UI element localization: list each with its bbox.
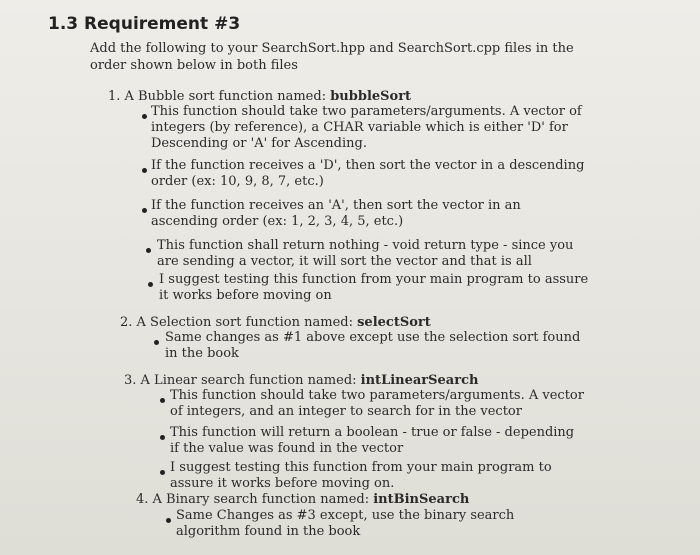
item-3-function-name: intLinearSearch [360,373,479,388]
item-3-bullet-1: This function should take two parameters/arguments. A vector of integers, and an integer to search for in the vector [170,388,584,419]
item-2-bullet-1: Same changes as #1 above except use the selection sort found in the book [165,330,581,361]
bullet-dot-icon [146,248,151,253]
bullet-dot-icon [142,208,147,213]
item-1-title: 1. A Bubble sort function named: bubbleSort [108,89,412,104]
bullet-dot-icon [160,435,165,440]
bullet-dot-icon [154,340,159,345]
item-1-bullet-2: If the function receives a 'D', then sort the vector in a descending order (ex: 10, 9, 8, 7, etc.) [151,158,585,189]
item-4-function-name: intBinSearch [373,492,470,507]
item-1-function-name: bubbleSort [330,89,412,104]
item-1-bullet-5: I suggest testing this function from your main program to assure it works before moving on [159,272,589,303]
bullet-dot-icon [148,282,153,287]
item-2-title: 2. A Selection sort function named: selectSort [120,315,431,330]
bullet-dot-icon [142,168,147,173]
item-4-bullet-1: Same Changes as #3 except, use the binary search algorithm found in the book [176,508,515,539]
section-number: 1.3 [48,14,79,34]
intro-paragraph: Add the following to your SearchSort.hpp and SearchSort.cpp files in the order shown below in both files [90,41,574,73]
item-1-bullet-3: If the function receives an 'A', then sort the vector in an ascending order (ex: 1, 2, 3, 4, 5, etc.) [151,198,521,229]
item-3-bullet-2: This function will return a boolean - true or false - depending if the value was found in the vector [170,425,575,456]
item-1-bullet-4: This function shall return nothing - void return type - since you are sending a vector, it will sort the vector and that is all [157,238,574,269]
item-4-title: 4. A Binary search function named: intBinSearch [136,492,470,507]
item-3-title: 3. A Linear search function named: intLinearSearch [124,373,479,388]
section-heading [48,14,240,34]
bullet-dot-icon [142,114,147,119]
item-1-bullet-1: This function should take two parameters/arguments. A vector of integers (by reference), a CHAR variable which is either 'D' for Descending or 'A' for Ascending. [151,104,582,151]
bullet-dot-icon [160,470,165,475]
bullet-dot-icon [160,398,165,403]
bullet-dot-icon [166,518,171,523]
item-2-function-name: selectSort [357,315,431,330]
section-title: Requirement #3 [84,14,241,34]
item-3-bullet-3: I suggest testing this function from your main program to assure it works before moving on. [170,460,552,491]
